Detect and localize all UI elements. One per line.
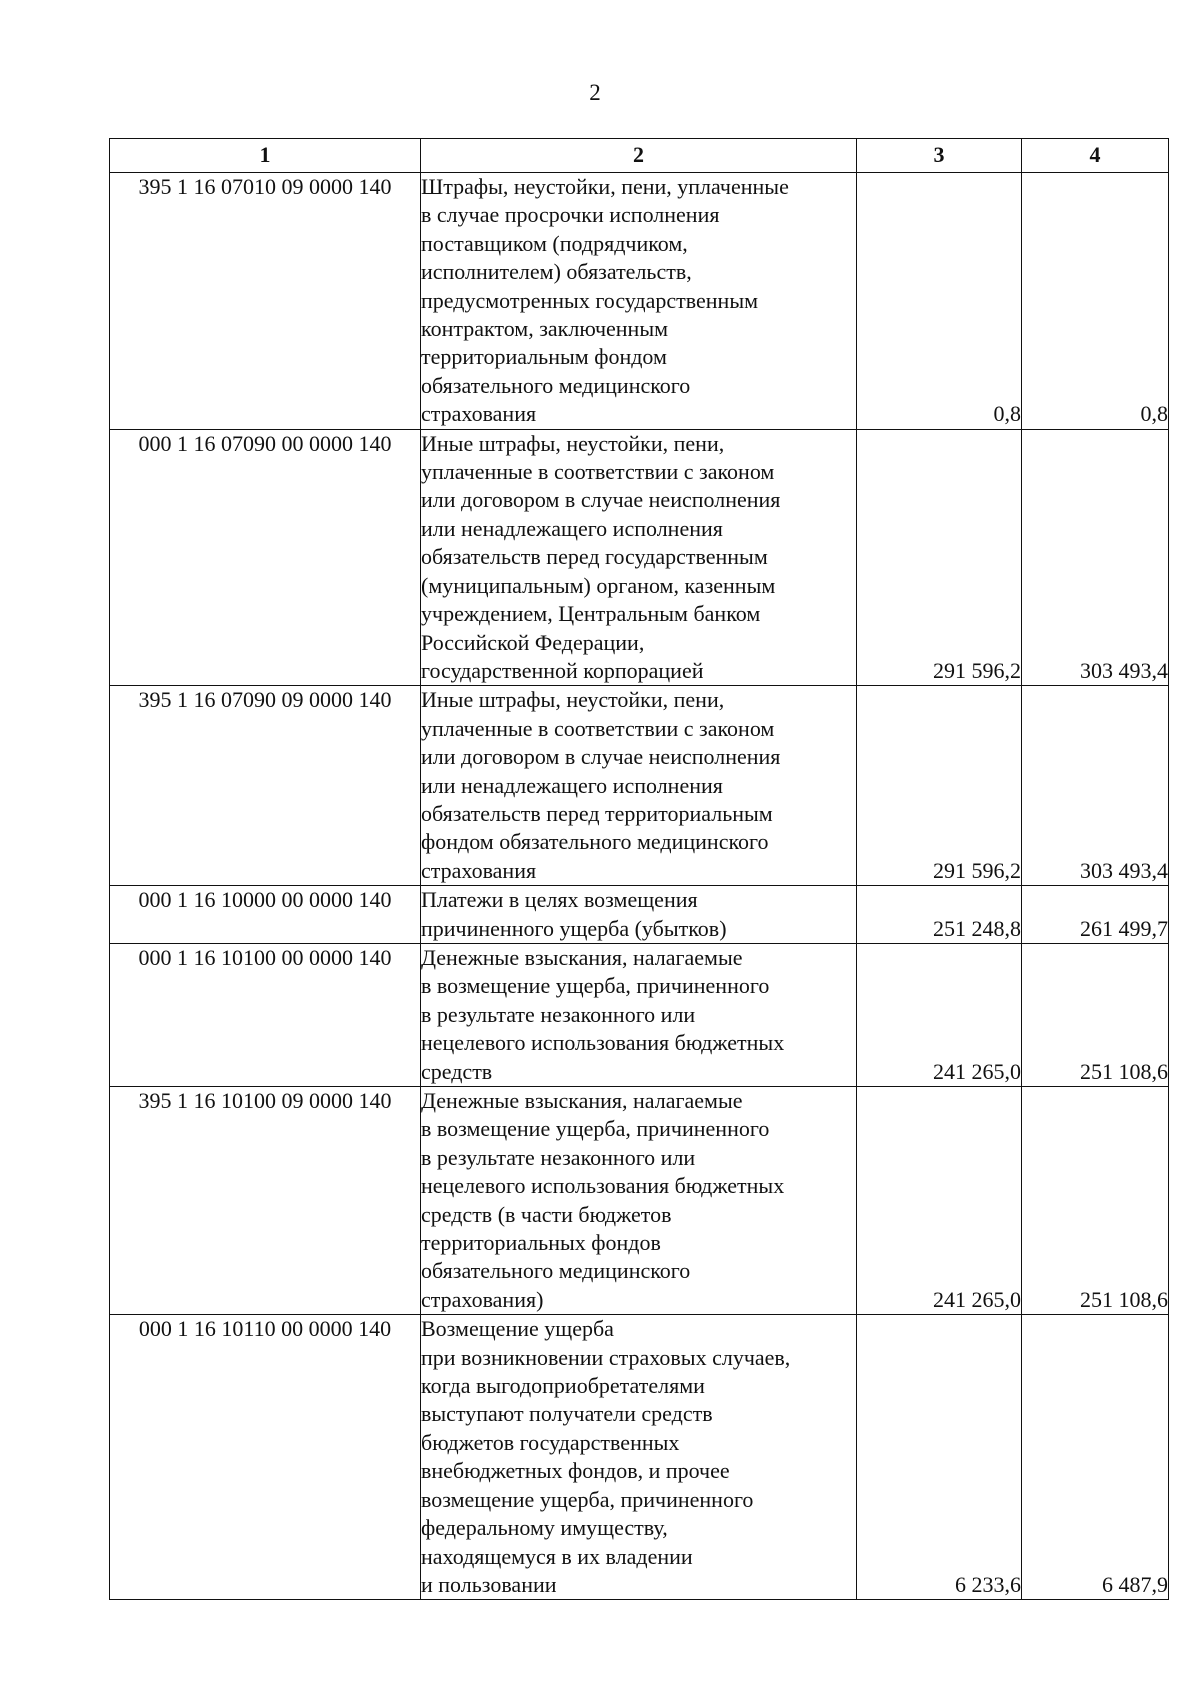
column-header-2: 2 <box>421 139 857 173</box>
amount-column-4: 303 493,4 <box>1022 686 1169 886</box>
description-line: Штрафы, неустойки, пени, уплаченные <box>421 174 789 199</box>
description-line: нецелевого использования бюджетных <box>421 1030 785 1056</box>
amount-column-4: 251 108,6 <box>1022 1087 1169 1315</box>
amount-column-3: 291 596,2 <box>857 686 1022 886</box>
revenue-table <box>109 138 1169 1600</box>
description-line: государственной корпорацией <box>421 657 704 683</box>
description-line: или ненадлежащего исполнения <box>421 515 723 541</box>
amount-column-3: 0,8 <box>857 173 1022 430</box>
description-line: или договором в случае неисполнения <box>421 487 781 513</box>
description-line: территориальных фондов <box>421 1230 661 1256</box>
column-header-3: 3 <box>857 139 1022 173</box>
column-header-1: 1 <box>110 139 421 173</box>
description-line: бюджетов государственных <box>421 1429 680 1455</box>
revenue-description <box>421 886 857 944</box>
table-body <box>110 173 1169 1600</box>
description-line: в случае просрочки исполнения <box>421 202 720 228</box>
amount-column-4: 261 499,7 <box>1022 886 1169 944</box>
revenue-code: 395 1 16 07010 09 0000 140 <box>110 173 421 430</box>
description-line: поставщиком (подрядчиком, <box>421 230 688 256</box>
description-line: страхования) <box>421 1286 544 1312</box>
revenue-description <box>421 429 857 686</box>
table-row <box>110 1315 1169 1600</box>
description-line: исполнителем) обязательств, <box>421 259 692 285</box>
description-line: или договором в случае неисполнения <box>421 744 781 770</box>
description-line: в возмещение ущерба, причиненного <box>421 973 770 999</box>
revenue-description <box>421 1315 857 1600</box>
description-line: находящемуся в их владении <box>421 1543 693 1569</box>
description-line: уплаченные в соответствии с законом <box>421 715 775 741</box>
description-line: фондом обязательного медицинского <box>421 829 769 855</box>
page-number: 2 <box>589 80 601 105</box>
revenue-code: 000 1 16 07090 00 0000 140 <box>110 429 421 686</box>
description-line: или ненадлежащего исполнения <box>421 772 723 798</box>
amount-column-4: 0,8 <box>1022 173 1169 430</box>
table-row <box>110 886 1169 944</box>
description-line: учреждением, Центральным банком <box>421 601 761 627</box>
amount-column-3: 251 248,8 <box>857 886 1022 944</box>
revenue-description <box>421 686 857 886</box>
description-line: обязательств перед территориальным <box>421 800 773 826</box>
description-line: Возмещение ущерба <box>421 1316 614 1342</box>
description-line: Иные штрафы, неустойки, пени, <box>421 430 725 456</box>
column-header-4: 4 <box>1022 139 1169 173</box>
revenue-description <box>421 1087 857 1315</box>
description-line: обязательного медицинского <box>421 372 691 398</box>
description-line: Иные штрафы, неустойки, пени, <box>421 687 725 713</box>
revenue-code: 395 1 16 07090 09 0000 140 <box>110 686 421 886</box>
table-row <box>110 429 1169 686</box>
amount-column-3: 241 265,0 <box>857 943 1022 1086</box>
description-line: (муниципальным) органом, казенным <box>421 572 776 598</box>
description-line: Платежи в целях возмещения <box>421 887 698 913</box>
table-row <box>110 686 1169 886</box>
description-line: страхования <box>421 857 537 883</box>
description-line: и пользовании <box>421 1571 557 1597</box>
revenue-code: 395 1 16 10100 09 0000 140 <box>110 1087 421 1315</box>
table-row <box>110 173 1169 430</box>
description-line: обязательного медицинского <box>421 1258 691 1284</box>
amount-column-4: 251 108,6 <box>1022 943 1169 1086</box>
description-line: внебюджетных фондов, и прочее <box>421 1458 730 1484</box>
description-line: в возмещение ущерба, причиненного <box>421 1116 770 1142</box>
table-header-row <box>110 139 1169 173</box>
revenue-description <box>421 173 857 430</box>
revenue-code: 000 1 16 10100 00 0000 140 <box>110 943 421 1086</box>
description-line: в результате незаконного или <box>421 1001 696 1027</box>
amount-column-3: 241 265,0 <box>857 1087 1022 1315</box>
description-line: средств (в части бюджетов <box>421 1201 672 1227</box>
description-line: уплаченные в соответствии с законом <box>421 459 775 485</box>
description-line: предусмотренных государственным <box>421 287 759 313</box>
description-line: нецелевого использования бюджетных <box>421 1173 785 1199</box>
description-line: при возникновении страховых случаев, <box>421 1344 791 1370</box>
description-line: обязательств перед государственным <box>421 544 768 570</box>
description-line: территориальным фондом <box>421 344 667 370</box>
description-line: средств <box>421 1058 493 1084</box>
table-row <box>110 943 1169 1086</box>
table-row <box>110 1087 1169 1315</box>
revenue-code: 000 1 16 10000 00 0000 140 <box>110 886 421 944</box>
description-line: Денежные взыскания, налагаемые <box>421 1088 743 1113</box>
revenue-description <box>421 943 857 1086</box>
description-line: выступают получатели средств <box>421 1401 713 1427</box>
amount-column-4: 303 493,4 <box>1022 429 1169 686</box>
description-line: страхования <box>421 401 537 427</box>
description-line: когда выгодоприобретателями <box>421 1373 705 1399</box>
description-line: контрактом, заключенным <box>421 316 669 342</box>
description-line: причиненного ущерба (убытков) <box>421 915 727 941</box>
revenue-code: 000 1 16 10110 00 0000 140 <box>110 1315 421 1600</box>
description-line: в результате незаконного или <box>421 1144 696 1170</box>
description-line: Денежные взыскания, налагаемые <box>421 944 743 970</box>
description-line: возмещение ущерба, причиненного <box>421 1486 754 1512</box>
amount-column-4: 6 487,9 <box>1022 1315 1169 1600</box>
amount-column-3: 291 596,2 <box>857 429 1022 686</box>
amount-column-3: 6 233,6 <box>857 1315 1022 1600</box>
description-line: Российской Федерации, <box>421 629 645 655</box>
description-line: федеральному имуществу, <box>421 1515 668 1541</box>
